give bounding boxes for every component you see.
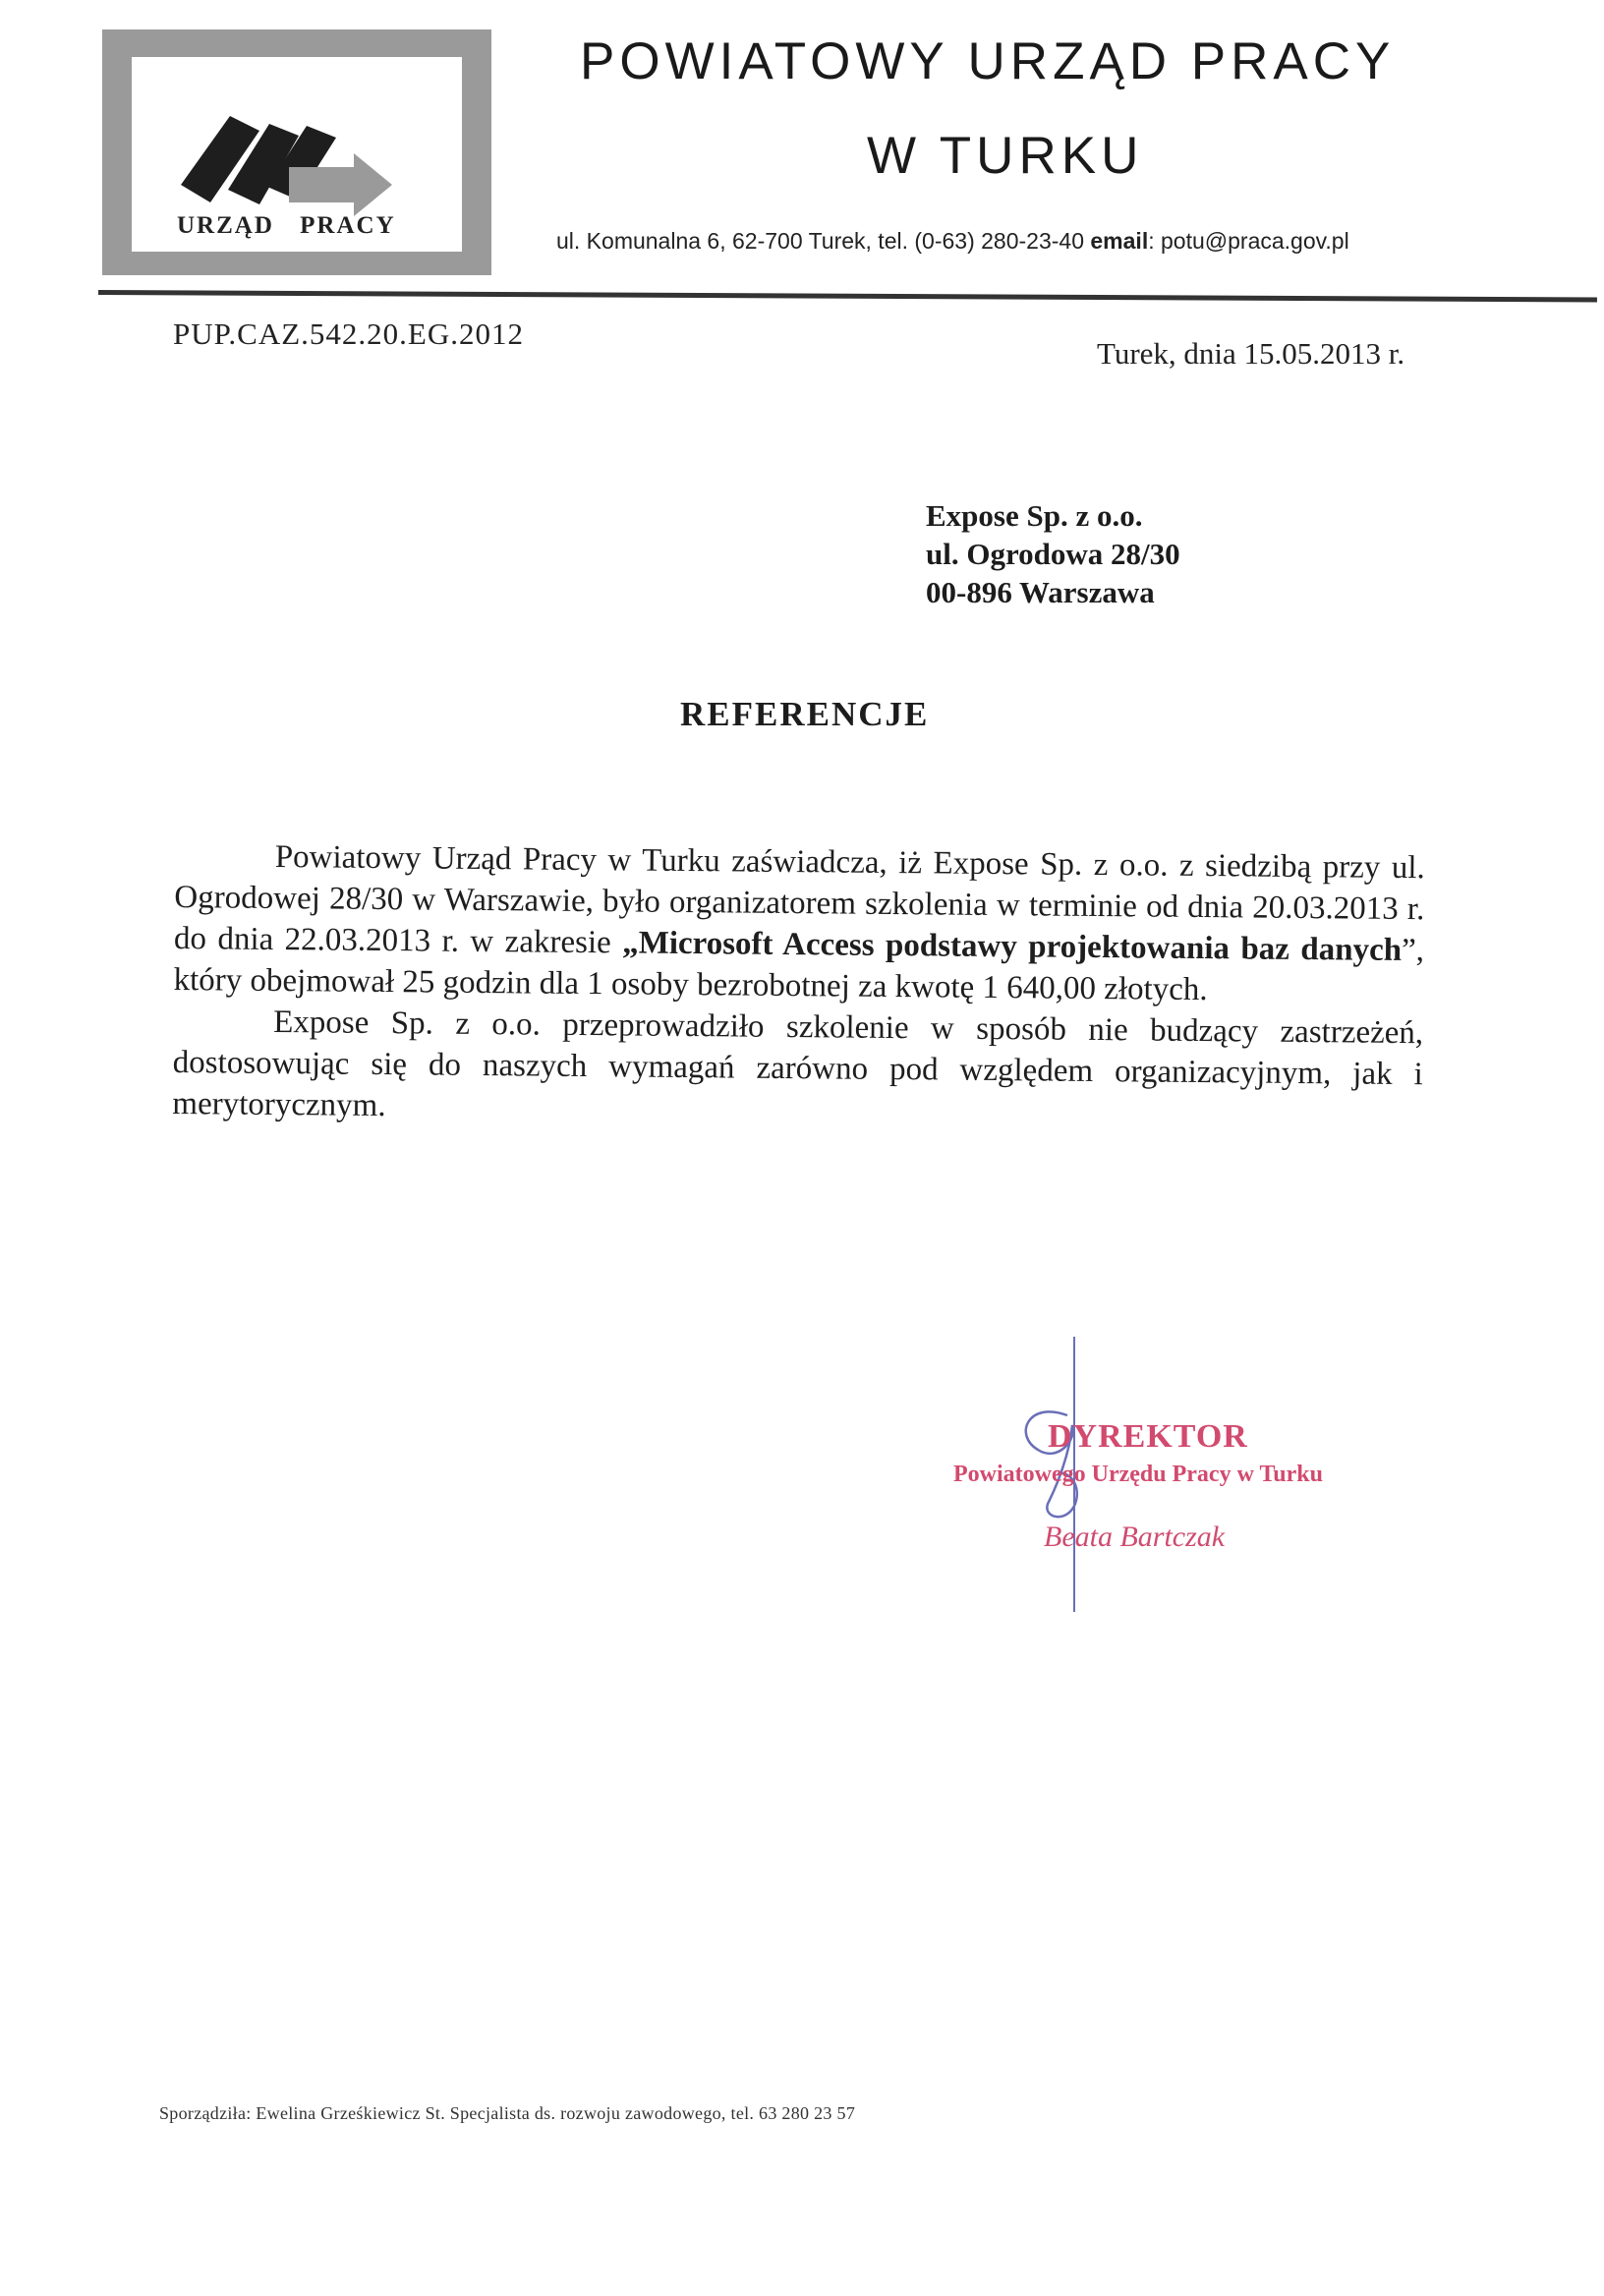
header-rule [98, 290, 1597, 302]
reference-number: PUP.CAZ.542.20.EG.2012 [173, 316, 525, 351]
contact-line [556, 228, 1349, 255]
paragraph-1 [173, 835, 1425, 1012]
contact-email: : potu@praca.gov.pl [1148, 228, 1349, 254]
org-subtitle: W TURKU [867, 127, 1144, 185]
document-date: Turek, dnia 15.05.2013 r. [1097, 336, 1405, 371]
paragraph-2: Expose Sp. z o.o. przeprowadziło szkolenie w sposób nie budzący zastrzeżeń, dostosowując się do naszych wymagań zarówno pod względem organizacyjnym, jak i merytorycznym. [172, 1004, 1424, 1124]
logo-graphic [171, 77, 436, 224]
course-title: „Microsoft Access podstawy projektowania baz danych [622, 925, 1403, 968]
addressee-city: 00-896 Warszawa [926, 575, 1155, 609]
document-heading: REFERENCJE [680, 695, 930, 733]
paragraph-1-end: ”, który obejmował 25 godzin dla 1 osoby bezrobotnej za kwotę 1 640,00 złotych. [173, 932, 1425, 1008]
org-title: POWIATOWY URZĄD PRACY [580, 32, 1396, 90]
paragraph-1-text: Powiatowy Urząd Pracy w Turku zaświadcza, iż Expose Sp. z o.o. z siedzibą przy ul. Ogrodowej 28/30 w Warszawie, było organizatorem szkolenia w terminie od dnia 20.03.2013 r. do dnia 22.03.2013 r. w zakresie [173, 838, 1425, 961]
addressee [926, 496, 1180, 611]
stamp-subtitle: Powiatowego Urzędu Pracy w Turku [953, 1462, 1323, 1487]
logo [102, 29, 491, 275]
stamp-name: Beata Bartczak [1044, 1521, 1226, 1553]
document-body [172, 835, 1425, 1136]
addressee-street: ul. Ogrodowa 28/30 [926, 537, 1180, 571]
contact-email-label: email [1090, 228, 1149, 254]
logo-label: URZĄD PRACY [177, 212, 396, 239]
stamp-title: DYREKTOR [1048, 1418, 1248, 1455]
addressee-name: Expose Sp. z o.o. [926, 498, 1143, 533]
logo-inner [132, 57, 462, 252]
contact-address: ul. Komunalna 6, 62-700 Turek, tel. (0-63) 280-23-40 [556, 228, 1084, 254]
footer-note: Sporządziła: Ewelina Grześkiewicz St. Specjalista ds. rozwoju zawodowego, tel. 63 280 23 57 [159, 2103, 856, 2123]
